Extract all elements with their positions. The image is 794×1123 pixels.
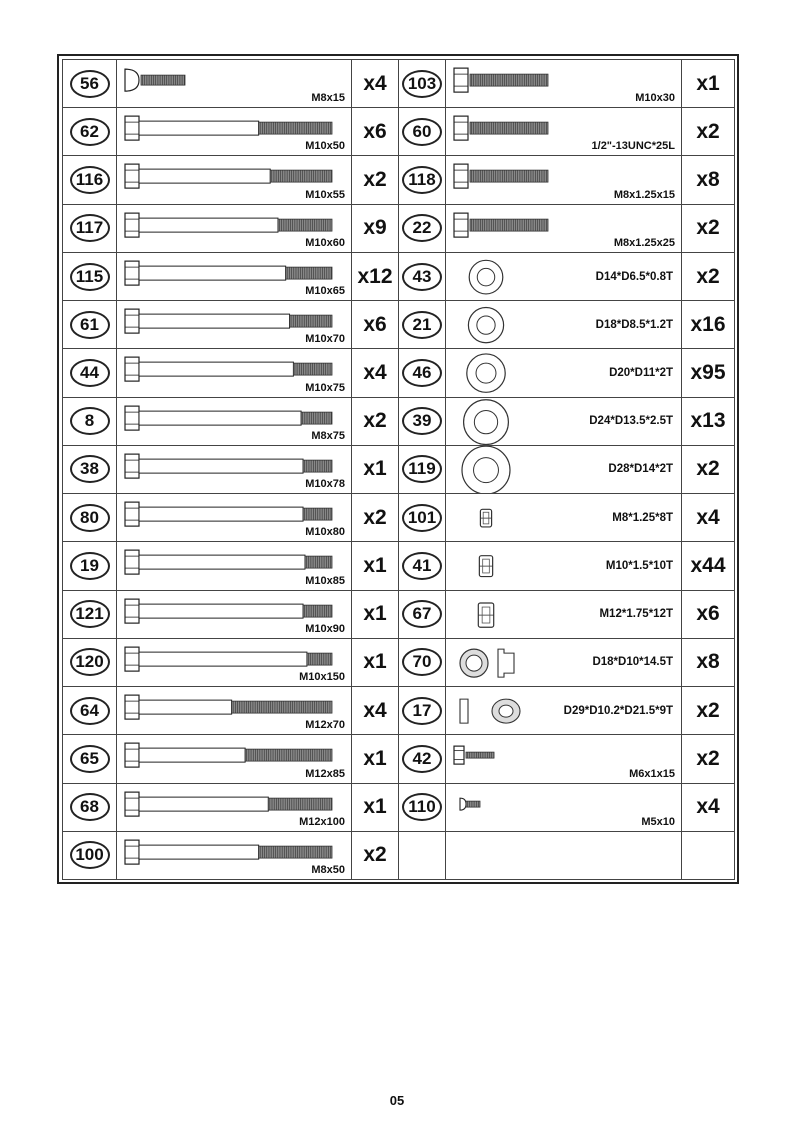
part-number-cell [63, 108, 117, 156]
part-quantity: x2 [682, 687, 735, 735]
part-quantity: x12 [352, 252, 399, 300]
part-drawing-cell [117, 590, 352, 638]
part-drawing-cell [446, 60, 682, 108]
table-row [63, 204, 735, 252]
part-number-cell [399, 783, 446, 831]
part-spec: M8x50 [311, 863, 345, 876]
part-spec: M10x50 [305, 140, 345, 153]
part-quantity: x6 [352, 301, 399, 349]
part-drawing-cell [117, 156, 352, 204]
part-number-cell [63, 831, 117, 879]
part-spec: D20*D11*2T [609, 367, 673, 380]
part-quantity: x1 [352, 783, 399, 831]
part-number-badge: 60 [402, 118, 442, 146]
part-drawing-cell [446, 783, 682, 831]
table-row [63, 783, 735, 831]
part-number-cell [399, 831, 446, 879]
part-number-badge: 8 [70, 407, 110, 435]
part-quantity: x1 [352, 445, 399, 493]
part-quantity: x8 [682, 156, 735, 204]
part-drawing-cell [446, 831, 682, 879]
part-spec: M10x78 [305, 478, 345, 491]
part-number-badge: 44 [70, 359, 110, 387]
part-drawing-cell [117, 687, 352, 735]
part-quantity: x1 [352, 735, 399, 783]
part-spec: M10x30 [635, 92, 675, 105]
part-drawing-cell [117, 397, 352, 445]
part-drawing-cell [446, 445, 682, 493]
part-quantity: x2 [682, 204, 735, 252]
part-number-cell [399, 445, 446, 493]
part-spec: M10x85 [305, 574, 345, 587]
part-number-badge: 100 [70, 841, 110, 869]
part-number-badge: 38 [70, 455, 110, 483]
part-number-badge: 61 [70, 311, 110, 339]
part-number-cell [399, 204, 446, 252]
table-row [63, 252, 735, 300]
part-quantity [682, 831, 735, 879]
part-quantity: x6 [682, 590, 735, 638]
part-number-cell [63, 252, 117, 300]
part-quantity: x1 [352, 590, 399, 638]
part-quantity: x2 [682, 252, 735, 300]
part-quantity: x2 [352, 156, 399, 204]
part-spec: M12x70 [305, 719, 345, 732]
part-spec: M8x1.25x25 [613, 236, 675, 249]
part-drawing-cell [446, 494, 682, 542]
part-quantity: x1 [682, 60, 735, 108]
part-number-cell [63, 397, 117, 445]
part-number-cell [399, 397, 446, 445]
table-row [63, 349, 735, 397]
part-spec: M10x150 [299, 671, 345, 684]
part-spec: M10*1.5*10T [605, 559, 673, 572]
part-quantity: x1 [352, 542, 399, 590]
part-number-badge: 46 [402, 359, 442, 387]
part-number-badge: 115 [70, 263, 110, 291]
part-spec: M5x10 [641, 815, 675, 828]
part-number-cell [63, 638, 117, 686]
table-row [63, 831, 735, 879]
part-number-badge: 116 [70, 166, 110, 194]
part-drawing-cell [446, 204, 682, 252]
part-drawing-cell [117, 542, 352, 590]
part-quantity: x95 [682, 349, 735, 397]
part-quantity: x6 [352, 108, 399, 156]
part-quantity: x2 [682, 445, 735, 493]
part-drawing-cell [117, 301, 352, 349]
part-number-badge: 19 [70, 552, 110, 580]
part-number-cell [63, 349, 117, 397]
part-quantity: x44 [682, 542, 735, 590]
table-row [63, 494, 735, 542]
part-number-cell [399, 349, 446, 397]
hardware-parts-table [62, 59, 735, 880]
page-number: 05 [389, 1093, 405, 1108]
part-drawing-cell [117, 445, 352, 493]
part-number-badge: 117 [70, 214, 110, 242]
part-spec: D18*D10*14.5T [592, 656, 673, 669]
part-spec: M10x60 [305, 236, 345, 249]
part-drawing-cell [117, 60, 352, 108]
part-spec: M8x15 [311, 92, 345, 105]
part-spec: D28*D14*2T [608, 463, 673, 476]
part-number-cell [399, 590, 446, 638]
part-number-cell [399, 301, 446, 349]
part-spec: M10x55 [305, 188, 345, 201]
part-spec: D18*D8.5*1.2T [595, 318, 673, 331]
part-quantity: x4 [352, 60, 399, 108]
part-spec: M10x65 [305, 285, 345, 298]
part-spec: M10x80 [305, 526, 345, 539]
part-quantity: x4 [352, 349, 399, 397]
part-number-cell [399, 108, 446, 156]
part-quantity: x2 [352, 397, 399, 445]
part-number-cell [399, 638, 446, 686]
part-number-badge: 68 [70, 793, 110, 821]
part-number-badge: 41 [402, 552, 442, 580]
part-quantity: x4 [682, 494, 735, 542]
part-quantity: x4 [682, 783, 735, 831]
part-number-cell [399, 687, 446, 735]
part-number-badge: 121 [70, 600, 110, 628]
part-spec: D29*D10.2*D21.5*9T [563, 704, 673, 717]
part-drawing-cell [117, 638, 352, 686]
part-number-cell [399, 156, 446, 204]
part-drawing-cell [446, 156, 682, 204]
part-quantity: x4 [352, 687, 399, 735]
part-drawing-cell [446, 349, 682, 397]
table-row [63, 687, 735, 735]
part-drawing-cell [446, 590, 682, 638]
part-drawing-cell [117, 108, 352, 156]
table-row [63, 156, 735, 204]
part-number-cell [63, 783, 117, 831]
part-number-cell [63, 301, 117, 349]
part-spec: M12x85 [305, 767, 345, 780]
part-drawing-cell [117, 204, 352, 252]
part-quantity: x2 [682, 108, 735, 156]
part-number-badge: 62 [70, 118, 110, 146]
part-spec: M8*1.25*8T [612, 511, 673, 524]
part-number-badge: 101 [402, 504, 442, 532]
part-number-cell [63, 542, 117, 590]
part-drawing-cell [446, 687, 682, 735]
table-row [63, 445, 735, 493]
table-row [63, 301, 735, 349]
part-number-cell [63, 735, 117, 783]
part-number-cell [63, 156, 117, 204]
table-row [63, 397, 735, 445]
part-drawing-cell [446, 638, 682, 686]
part-number-badge: 17 [402, 697, 442, 725]
part-spec: 1/2"-13UNC*25L [591, 140, 675, 153]
part-number-cell [63, 687, 117, 735]
part-quantity: x16 [682, 301, 735, 349]
table-row [63, 542, 735, 590]
part-number-badge: 64 [70, 697, 110, 725]
part-spec: M10x90 [305, 622, 345, 635]
part-spec: M8x1.25x15 [613, 188, 675, 201]
part-number-badge: 43 [402, 263, 442, 291]
table-row [63, 108, 735, 156]
part-drawing-cell [446, 542, 682, 590]
part-drawing-cell [117, 494, 352, 542]
part-quantity: x1 [352, 638, 399, 686]
part-number-cell [399, 252, 446, 300]
part-drawing-cell [446, 301, 682, 349]
part-number-cell [63, 60, 117, 108]
part-number-badge: 118 [402, 166, 442, 194]
part-drawing-cell [117, 783, 352, 831]
part-number-badge: 65 [70, 745, 110, 773]
part-spec: M8x75 [311, 429, 345, 442]
table-row [63, 735, 735, 783]
part-number-badge: 56 [70, 70, 110, 98]
part-spec: M12x100 [299, 815, 345, 828]
part-quantity: x2 [352, 494, 399, 542]
part-quantity: x13 [682, 397, 735, 445]
part-number-badge: 70 [402, 648, 442, 676]
part-quantity: x2 [352, 831, 399, 879]
part-number-badge: 80 [70, 504, 110, 532]
part-spec: M10x70 [305, 333, 345, 346]
part-drawing-cell [117, 252, 352, 300]
part-spec: M6x1x15 [629, 767, 675, 780]
part-spec: D14*D6.5*0.8T [595, 270, 673, 283]
part-drawing-cell [446, 397, 682, 445]
part-number-badge: 42 [402, 745, 442, 773]
part-number-badge: 39 [402, 407, 442, 435]
part-drawing-cell [117, 831, 352, 879]
part-number-cell [399, 60, 446, 108]
part-drawing-cell [446, 735, 682, 783]
part-number-badge: 22 [402, 214, 442, 242]
parts-sheet [57, 54, 739, 884]
table-row [63, 638, 735, 686]
part-number-badge: 21 [402, 311, 442, 339]
part-number-cell [63, 445, 117, 493]
part-number-badge: 67 [402, 600, 442, 628]
part-quantity: x9 [352, 204, 399, 252]
part-number-badge: 103 [402, 70, 442, 98]
part-number-badge: 119 [402, 455, 442, 483]
part-number-cell [63, 204, 117, 252]
part-drawing-cell [446, 252, 682, 300]
part-quantity: x2 [682, 735, 735, 783]
part-spec: M10x75 [305, 381, 345, 394]
part-spec: M12*1.75*12T [599, 608, 673, 621]
part-number-cell [63, 590, 117, 638]
part-drawing-cell [117, 349, 352, 397]
part-drawing-cell [446, 108, 682, 156]
part-number-cell [399, 735, 446, 783]
part-number-cell [63, 494, 117, 542]
table-row [63, 60, 735, 108]
part-number-badge: 110 [402, 793, 442, 821]
table-row [63, 590, 735, 638]
part-drawing-cell [117, 735, 352, 783]
part-number-cell [399, 542, 446, 590]
part-number-cell [399, 494, 446, 542]
part-quantity: x8 [682, 638, 735, 686]
part-spec: D24*D13.5*2.5T [589, 415, 673, 428]
part-number-badge: 120 [70, 648, 110, 676]
